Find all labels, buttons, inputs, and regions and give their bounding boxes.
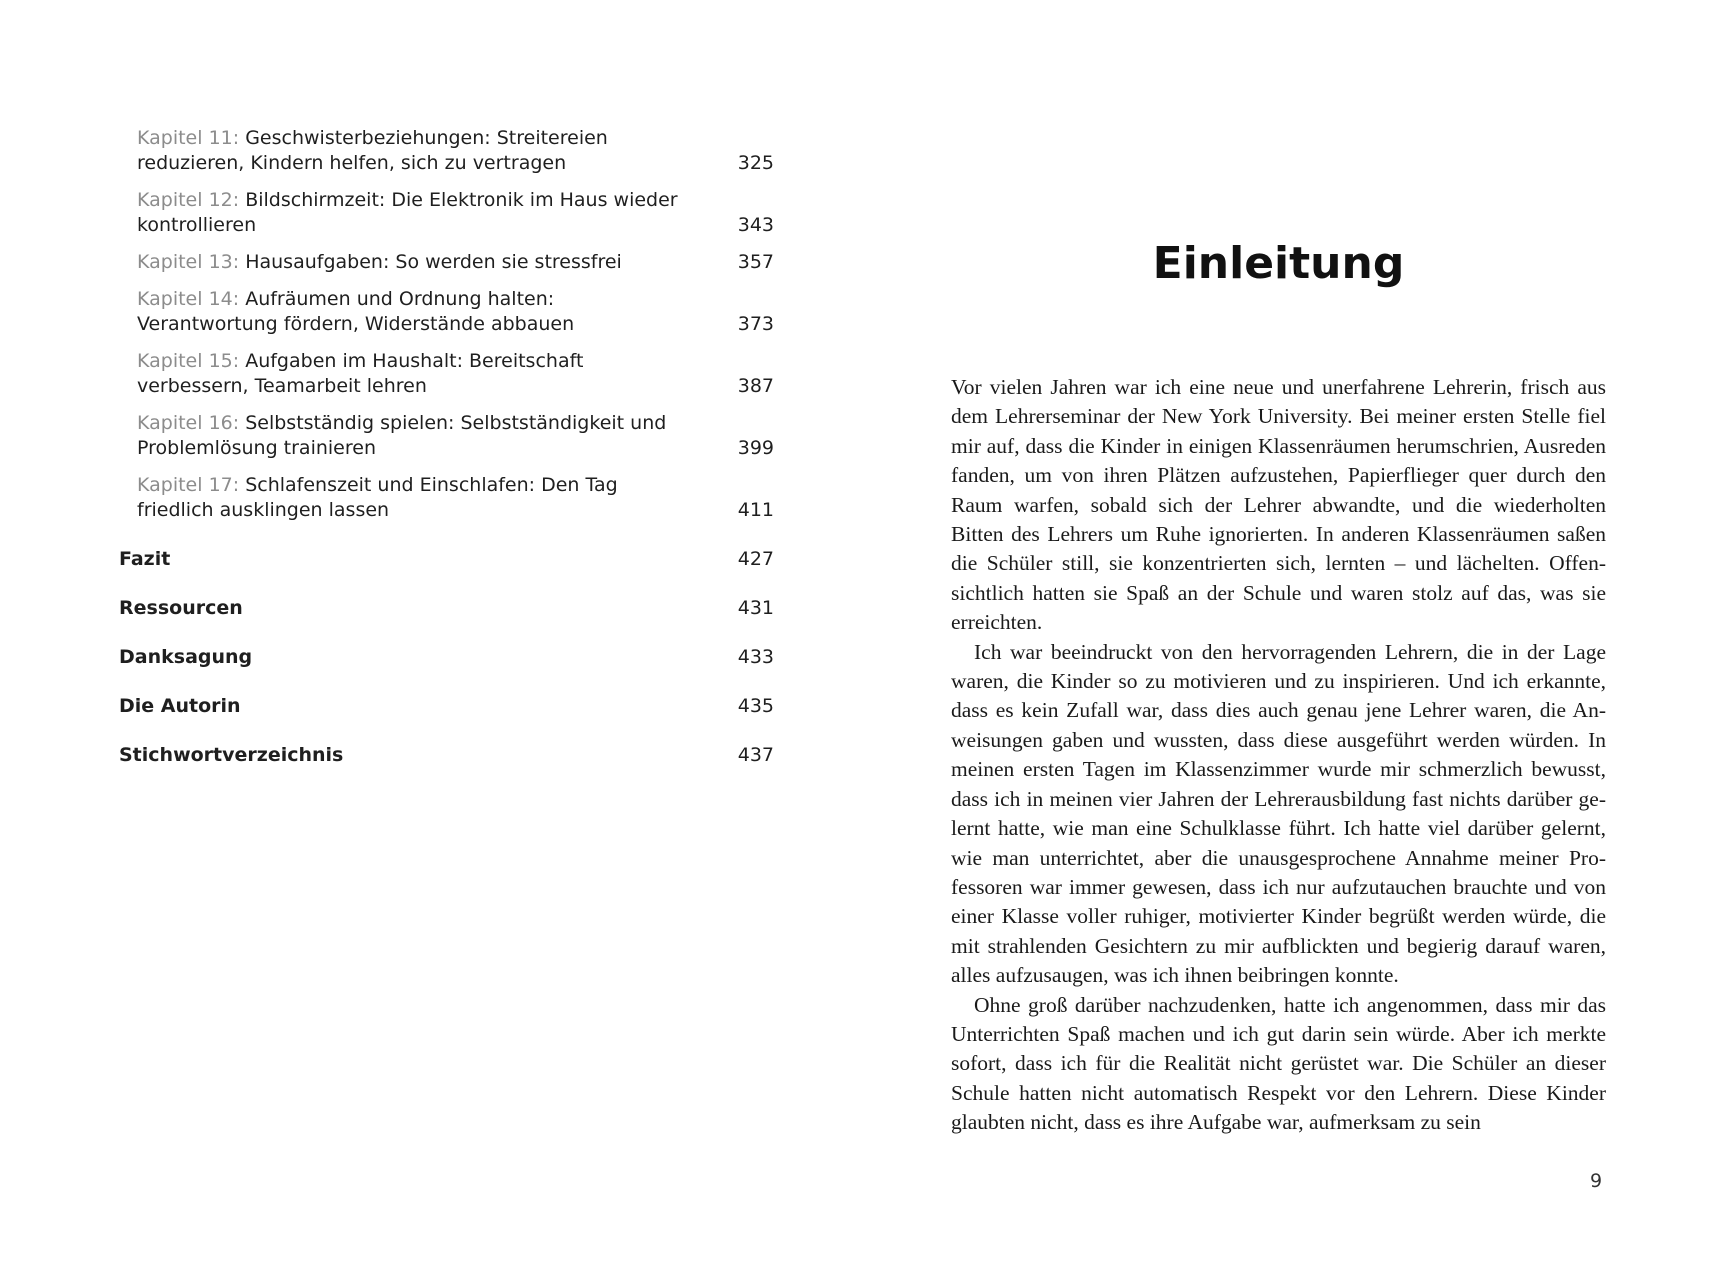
chapter-body <box>951 373 1606 1138</box>
chapter-title: Geschwisterbeziehungen: Streitereien reduzieren, Kindern helfen, sich zu vertragen <box>137 127 608 174</box>
chapter-label: Kapitel 15: <box>137 350 240 372</box>
section-title: Ressourcen <box>119 597 243 619</box>
table-of-contents <box>119 126 774 792</box>
chapter-title: Hausaufgaben: So werden sie stressfrei <box>245 251 622 273</box>
chapter-title: Aufgaben im Haushalt: Bereitschaft verbessern, Teamarbeit lehren <box>137 350 584 397</box>
toc-page-number: 431 <box>737 597 774 619</box>
section-title: Die Autorin <box>119 695 241 717</box>
body-paragraph: Vor vielen Jahren war ich eine neue und unerfahrene Lehrerin, frisch aus dem Lehrerseminar der New York University. Bei meiner ersten Stelle fiel mir auf, dass die Kinder in einigen Klassenräumen herumschrien, Ausreden fanden, um von ihren Plätzen aufzustehen, Papierflieger quer durch den Raum warfen, sobald sich der Lehrer abwandte, und die wiederholten Bitten des Lehrers um Ruhe ignorierten. In anderen Klassenräumen saßen die Schüler still, sie konzentrierten sich, lernten – und lächelten. Offensichtlich hatten sie Spaß an der Schule und waren stolz auf das, was sie erreichten. <box>951 375 1606 635</box>
toc-entry-ressourcen <box>119 596 774 621</box>
chapter-title: Schlafenszeit und Einschlafen: Den Tag friedlich ausklingen lassen <box>137 474 618 521</box>
chapter-heading: Einleitung <box>1152 238 1405 289</box>
toc-entry-fazit <box>119 547 774 572</box>
toc-entry-chapter-15 <box>119 349 774 399</box>
chapter-title: Selbstständig spielen: Selbstständigkeit und Problemlösung trainieren <box>137 412 667 459</box>
toc-page-number: 411 <box>737 499 774 521</box>
toc-entry-chapter-17 <box>119 473 774 523</box>
page-number: 9 <box>1590 1170 1603 1192</box>
section-title: Danksagung <box>119 646 253 668</box>
toc-page-number: 399 <box>737 437 774 459</box>
toc-page-number: 373 <box>737 313 774 335</box>
section-title: Fazit <box>119 548 171 570</box>
toc-entry-chapter-11 <box>119 126 774 176</box>
toc-page-number: 325 <box>737 152 774 174</box>
toc-entry-chapter-14 <box>119 287 774 337</box>
chapter-label: Kapitel 11: <box>137 127 240 149</box>
toc-page-number: 433 <box>737 646 774 668</box>
toc-page-number: 427 <box>737 548 774 570</box>
body-paragraph: Ich war beeindruckt von den hervorragenden Lehrern, die in der Lage waren, die Kinder so zu motivieren und zu inspirieren. Und ich erkannte, dass es kein Zufall war, dass dies auch genau jene Lehrer waren, die Anweisungen gaben und wussten, dass diese ausgeführt werden würden. In meinen ersten Tagen im Klassenzimmer wurde mir schmerzlich bewusst, dass ich in meinen vier Jahren der Lehrerausbildung fast nichts darüber gelernt hatte, wie man eine Schulklasse führt. Ich hatte viel darüber gelernt, wie man unterrichtet, aber die unausgesprochene Annahme meiner Professoren war immer gewesen, dass ich nur aufzutauchen brauchte und von einer Klasse voller ruhiger, motivierter Kinder begrüßt werden würde, die mit strahlenden Gesichtern zu mir aufblickten und begierig darauf waren, alles aufzusaugen, was ich ihnen beibringen konnte. <box>951 639 1606 988</box>
toc-entry-danksagung <box>119 645 774 670</box>
body-paragraph: Ohne groß darüber nachzudenken, hatte ich angenommen, dass mir das Unterrichten Spaß machen und ich gut darin sein würde. Aber ich merkte sofort, dass ich für die Realität nicht gerüstet war. Die Schüler an dieser Schule hatten nicht automatisch Respekt vor den Lehrern. Diese Kinder glaubten nicht, dass es ihre Aufgabe war, aufmerksam zu sein <box>951 992 1606 1135</box>
toc-page-number: 435 <box>737 695 774 717</box>
toc-entry-chapter-13 <box>119 250 774 275</box>
section-title: Stichwortverzeichnis <box>119 744 344 766</box>
toc-entry-stichwortverzeichnis <box>119 743 774 768</box>
toc-entry-die-autorin <box>119 694 774 719</box>
toc-entry-chapter-16 <box>119 411 774 461</box>
chapter-label: Kapitel 14: <box>137 288 240 310</box>
toc-entry-chapter-12 <box>119 188 774 238</box>
toc-page-number: 387 <box>737 375 774 397</box>
chapter-title: Aufräumen und Ordnung halten: Verantwortung fördern, Widerstände abbauen <box>137 288 575 335</box>
toc-page-number: 357 <box>737 251 774 273</box>
chapter-label: Kapitel 17: <box>137 474 240 496</box>
toc-page-number: 437 <box>737 744 774 766</box>
toc-page-number: 343 <box>737 214 774 236</box>
chapter-label: Kapitel 13: <box>137 251 240 273</box>
chapter-title: Bildschirmzeit: Die Elektronik im Haus wieder kontrollieren <box>137 189 678 236</box>
chapter-label: Kapitel 16: <box>137 412 240 434</box>
chapter-label: Kapitel 12: <box>137 189 240 211</box>
